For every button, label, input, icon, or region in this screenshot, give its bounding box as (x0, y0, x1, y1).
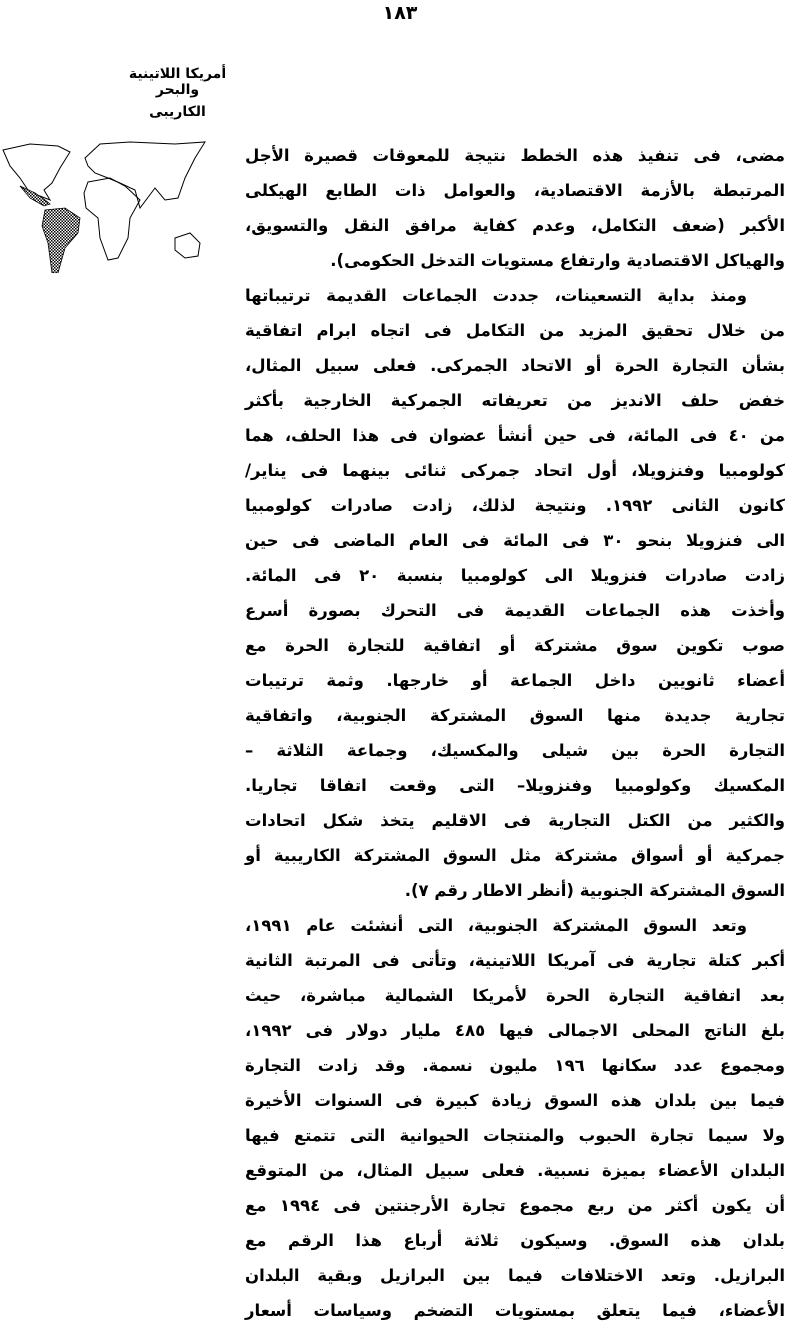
body-line: جمركية أو أسواق مشتركة مثل السوق المشتركة الكاريبية أو (245, 846, 785, 865)
body-line: البرازيل. وتعد الاختلافات فيما بين البرازيل وبقية البلدان (245, 1266, 785, 1285)
body-line: والكثير من الكتل التجارية فى الاقليم يتخذ شكل اتحادات (245, 811, 785, 830)
africa-shape (84, 178, 140, 260)
body-line: بلدان هذه السوق. وسيكون ثلاثة أرباع هذا الرقم مع (245, 1231, 785, 1250)
body-line: زادت صادرات فنزويلا الى كولومبيا بنسبة ٢٠ فى المائة. (245, 566, 785, 585)
body-line: فيما بين بلدان هذه السوق زيادة كبيرة فى السنوات الأخيرة (245, 1091, 785, 1110)
sidebar-title-line2: الكاريبى (149, 104, 206, 120)
world-map-icon (0, 138, 212, 273)
south-america-shape (42, 208, 80, 273)
australia-shape (175, 233, 200, 258)
body-line: المرتبطة بالأزمة الاقتصادية، والعوامل ذات الطابع الهيكلى (245, 181, 785, 200)
body-line: تجارية جديدة منها السوق المشتركة الجنوبية، واتفاقية (245, 706, 785, 725)
body-line: صوب تكوين سوق مشتركة أو اتفاقية للتجارة الحرة مع (245, 636, 785, 655)
body-line: الأكبر (ضعف التكامل، وعدم كفاية مرافق النقل والتسويق، (245, 216, 785, 235)
body-line: من خلال تحقيق المزيد من التكامل فى اتجاه ابرام اتفاقية (245, 321, 785, 340)
body-line: خفض حلف الانديز من تعريفاته الجمركية الخارجية بأكثر (245, 391, 785, 410)
body-line: بشأن التجارة الحرة أو الاتحاد الجمركى. فعلى سبيل المثال، (245, 356, 785, 375)
sidebar-title-line1: أمريكا اللاتينية والبحر (128, 66, 227, 98)
body-line: كانون الثانى ١٩٩٢. ونتيجة لذلك، زادت صادرات كولومبيا (245, 496, 786, 515)
body-line: البلدان الأعضاء بميزة نسبية. فعلى سبيل المثال، من المتوقع (245, 1161, 785, 1180)
body-line: وتعد السوق المشتركة الجنوبية، التى أنشئت عام ١٩٩١، (245, 916, 747, 935)
body-line: أن يكون أكثر من ربع مجموع تجارة الأرجنتين فى ١٩٩٤ مع (245, 1196, 785, 1215)
body-line: ولا سيما تجارة الحبوب والمنتجات الحيوانية التى تتمتع فيها (245, 1126, 785, 1145)
body-line: ومجموع عدد سكانها ١٩٦ مليون نسمة. وقد زادت التجارة (245, 1056, 785, 1075)
page-number: ١٨٣ (382, 2, 418, 24)
body-line: أعضاء ثانويين داخل الجماعة أو خارجها. وثمة ترتيبات (245, 671, 785, 690)
body-line: ومنذ بداية التسعينات، جددت الجماعات القديمة ترتيباتها (245, 286, 747, 305)
body-line: أكبر كتلة تجارية فى آمريكا اللاتينية، وتأتى فى المرتبة الثانية (245, 951, 785, 970)
body-line: التجارة الحرة بين شيلى والمكسيك، وجماعة الثلاثة – (245, 741, 785, 760)
body-line: والهياكل الاقتصادية وارتفاع مستويات التدخل الحكومى). (330, 251, 785, 270)
body-line: مضى، فى تنفيذ هذه الخطط نتيجة للمعوقات قصيرة الأجل (245, 146, 785, 165)
body-line: الأعضاء، فيما يتعلق بمستويات التضخم وسياسات أسعار (245, 1301, 785, 1320)
body-line: السوق المشتركة الجنوبية (أنظر الاطار رقم ٧). (404, 881, 785, 900)
body-line: المكسيك وكولومبيا وفنزويلا– التى وقعت اتفاقا تجاريا. (245, 776, 785, 795)
body-line: كولومبيا وفنزويلا، أول اتحاد جمركى ثنائى بينهما فى يناير/ (245, 461, 785, 480)
body-line: الى فنزويلا بنحو ٣٠ فى المائة فى العام الماضى فى حين (245, 531, 785, 550)
body-text (245, 138, 785, 1328)
eurasia-shape (85, 142, 205, 208)
body-line: بلغ الناتج المحلى الاجمالى فيها ٤٨٥ مليار دولار فى ١٩٩٢، (245, 1021, 785, 1040)
north-america-shape (3, 144, 70, 200)
body-line: من ٤٠ فى المائة، فى حين أنشأ عضوان فى هذا الحلف، هما (245, 426, 786, 445)
body-line: وأخذت هذه الجماعات القديمة فى التحرك بصورة أسرع (245, 601, 785, 620)
body-line: بعد اتفاقية التجارة الحرة لأمريكا الشمالية مباشرة، حيث (245, 986, 785, 1005)
